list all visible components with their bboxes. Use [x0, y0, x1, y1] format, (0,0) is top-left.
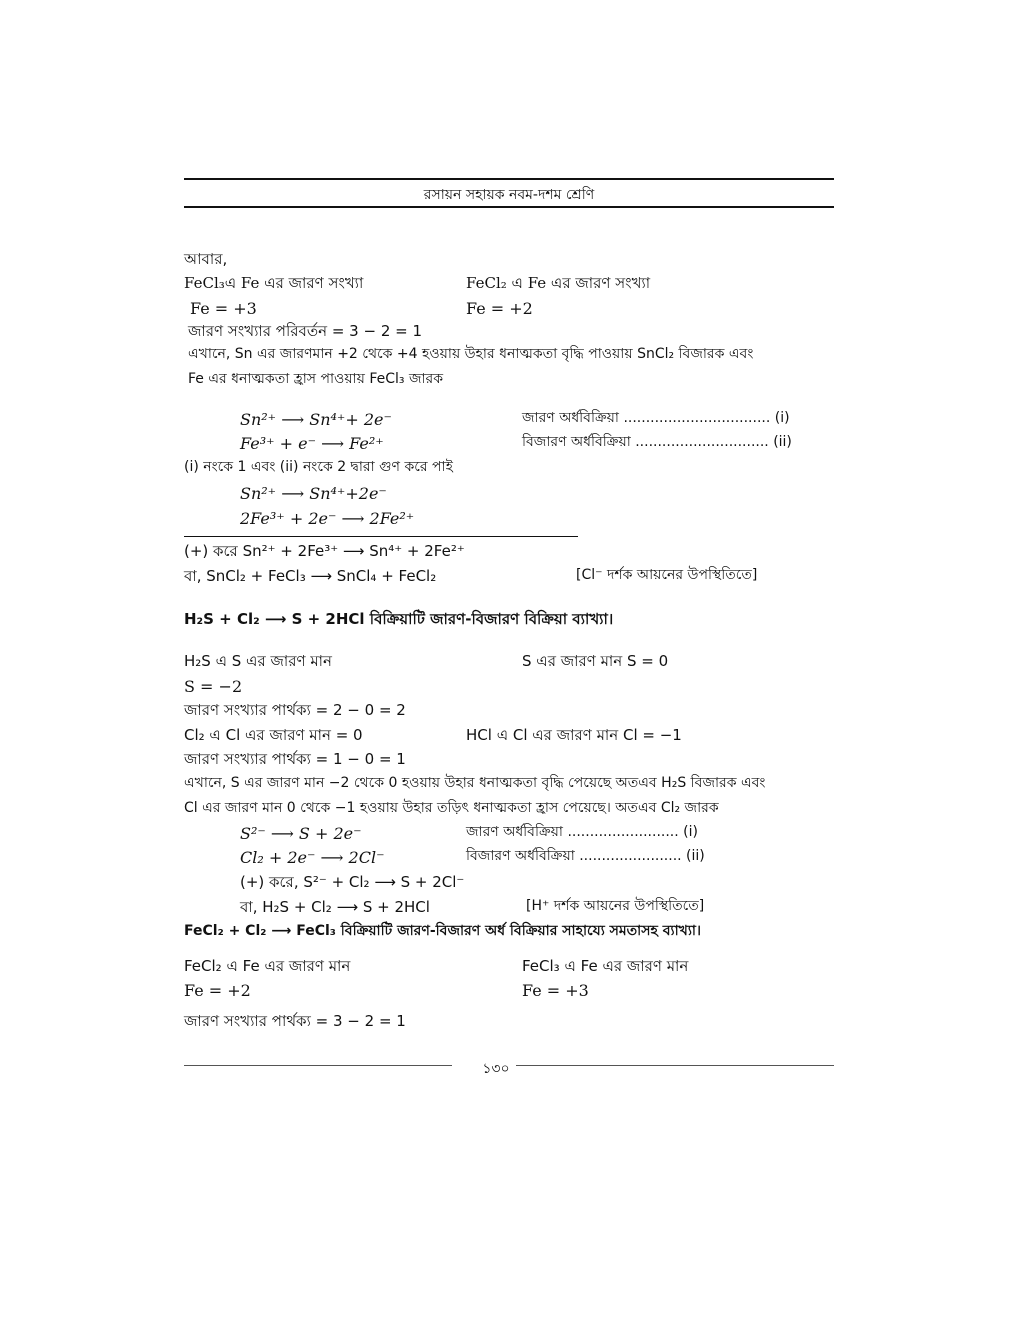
equation: বা, SnCl₂ + FeCl₃ ⟶ SnCl₄ + FeCl₂: [184, 567, 437, 585]
header-top-rule: [184, 178, 834, 180]
footer-rule-right: [516, 1065, 834, 1066]
text-line: FeCl₃ এ Fe এর জারণ মান: [522, 957, 689, 975]
text-line: FeCl₂ এ Fe এর জারণ মান: [184, 957, 351, 975]
equation: Fe = +3: [190, 299, 257, 318]
text-line: S এর জারণ মান S = 0: [522, 652, 669, 670]
equation-label: জারণ অর্ধবিক্রিয়া ................................. (i): [522, 410, 790, 426]
text-line: Cl₂ এ Cl এর জারণ মান = 0: [184, 726, 363, 744]
equation: বা, H₂S + Cl₂ ⟶ S + 2HCl: [240, 898, 430, 916]
equation: Sn²⁺ ⟶ Sn⁴⁺+2e⁻: [240, 484, 387, 503]
section-heading: FeCl₂ + Cl₂ ⟶ FeCl₃ বিক্রিয়াটি জারণ-বিজারণ অর্ধ বিক্রিয়ার সাহায্যে সমতাসহ ব্যাখ্যা।: [184, 923, 701, 939]
paragraph-line: এখানে, Sn এর জারণমান +2 থেকে +4 হওয়ায় উহার ধনাত্মকতা বৃদ্ধি পাওয়ায় SnCl₂ বিজারক এবং: [188, 346, 754, 362]
text-line: (i) নংকে 1 এবং (ii) নংকে 2 দ্বারা গুণ করে পাই: [184, 459, 453, 475]
equation: S = −2: [184, 677, 243, 696]
paragraph-line: এখানে, S এর জারণ মান −2 থেকে 0 হওয়ায় উহার ধনাত্মকতা বৃদ্ধি পেয়েছে অতএব H₂S বিজারক এবং: [184, 775, 766, 791]
equation: Sn²⁺ ⟶ Sn⁴⁺+ 2e⁻: [240, 410, 392, 429]
section-heading: H₂S + Cl₂ ⟶ S + 2HCl বিক্রিয়াটি জারণ-বিজারণ বিক্রিয়া ব্যাখ্যা।: [184, 610, 614, 628]
text-line: FeCl₂ এ Fe এর জারণ সংখ্যা: [466, 274, 651, 292]
equation: 2Fe³⁺ + 2e⁻ ⟶ 2Fe²⁺: [240, 509, 415, 528]
paragraph-line: Cl এর জারণ মান 0 থেকে −1 হওয়ায় উহার তড়িৎ ধনাত্মকতা হ্রাস পেয়েছে। অতএব Cl₂ জারক: [184, 800, 719, 816]
equation: Fe = +3: [522, 981, 589, 1000]
equation: (+) করে, S²⁻ + Cl₂ ⟶ S + 2Cl⁻: [240, 873, 465, 891]
equation-label: বিজারণ অর্ধবিক্রিয়া .............................. (ii): [522, 434, 792, 450]
equation: Fe = +2: [466, 299, 533, 318]
text-line: FeCl₃এ Fe এর জারণ সংখ্যা: [184, 274, 364, 292]
footer-rule-left: [184, 1065, 452, 1066]
header-bottom-rule: [184, 206, 834, 208]
page-number: ১৩০: [482, 1061, 510, 1077]
text-line: আবার,: [184, 250, 228, 268]
equation-label: জারণ অর্ধবিক্রিয়া ......................... (i): [466, 824, 698, 840]
equation: Cl₂ + 2e⁻ ⟶ 2Cl⁻: [240, 848, 385, 867]
equation-note: [H⁺ দর্শক আয়নের উপস্থিতিতে]: [526, 898, 705, 914]
text-line: জারণ সংখ্যার পার্থক্য = 1 − 0 = 1: [184, 750, 406, 768]
text-line: জারণ সংখ্যার পার্থক্য = 2 − 0 = 2: [184, 701, 406, 719]
equation: S²⁻ ⟶ S + 2e⁻: [240, 824, 362, 843]
equation: (+) করে Sn²⁺ + 2Fe³⁺ ⟶ Sn⁴⁺ + 2Fe²⁺: [184, 542, 465, 560]
sum-rule: [184, 536, 578, 537]
equation-label: বিজারণ অর্ধবিক্রিয়া ....................... (ii): [466, 848, 705, 864]
text-line: জারণ সংখ্যার পরিবর্তন = 3 − 2 = 1: [188, 322, 423, 340]
equation-note: [Cl⁻ দর্শক আয়নের উপস্থিতিতে]: [576, 567, 758, 583]
running-header: রসায়ন সহায়ক নবম-দশম শ্রেণি: [423, 187, 595, 203]
equation: Fe = +2: [184, 981, 251, 1000]
text-line: জারণ সংখ্যার পার্থক্য = 3 − 2 = 1: [184, 1012, 406, 1030]
paragraph-line: Fe এর ধনাত্মকতা হ্রাস পাওয়ায় FeCl₃ জারক: [188, 371, 444, 387]
equation: Fe³⁺ + e⁻ ⟶ Fe²⁺: [240, 434, 384, 453]
text-line: HCl এ Cl এর জারণ মান Cl = −1: [466, 726, 682, 744]
text-line: H₂S এ S এর জারণ মান: [184, 652, 332, 670]
